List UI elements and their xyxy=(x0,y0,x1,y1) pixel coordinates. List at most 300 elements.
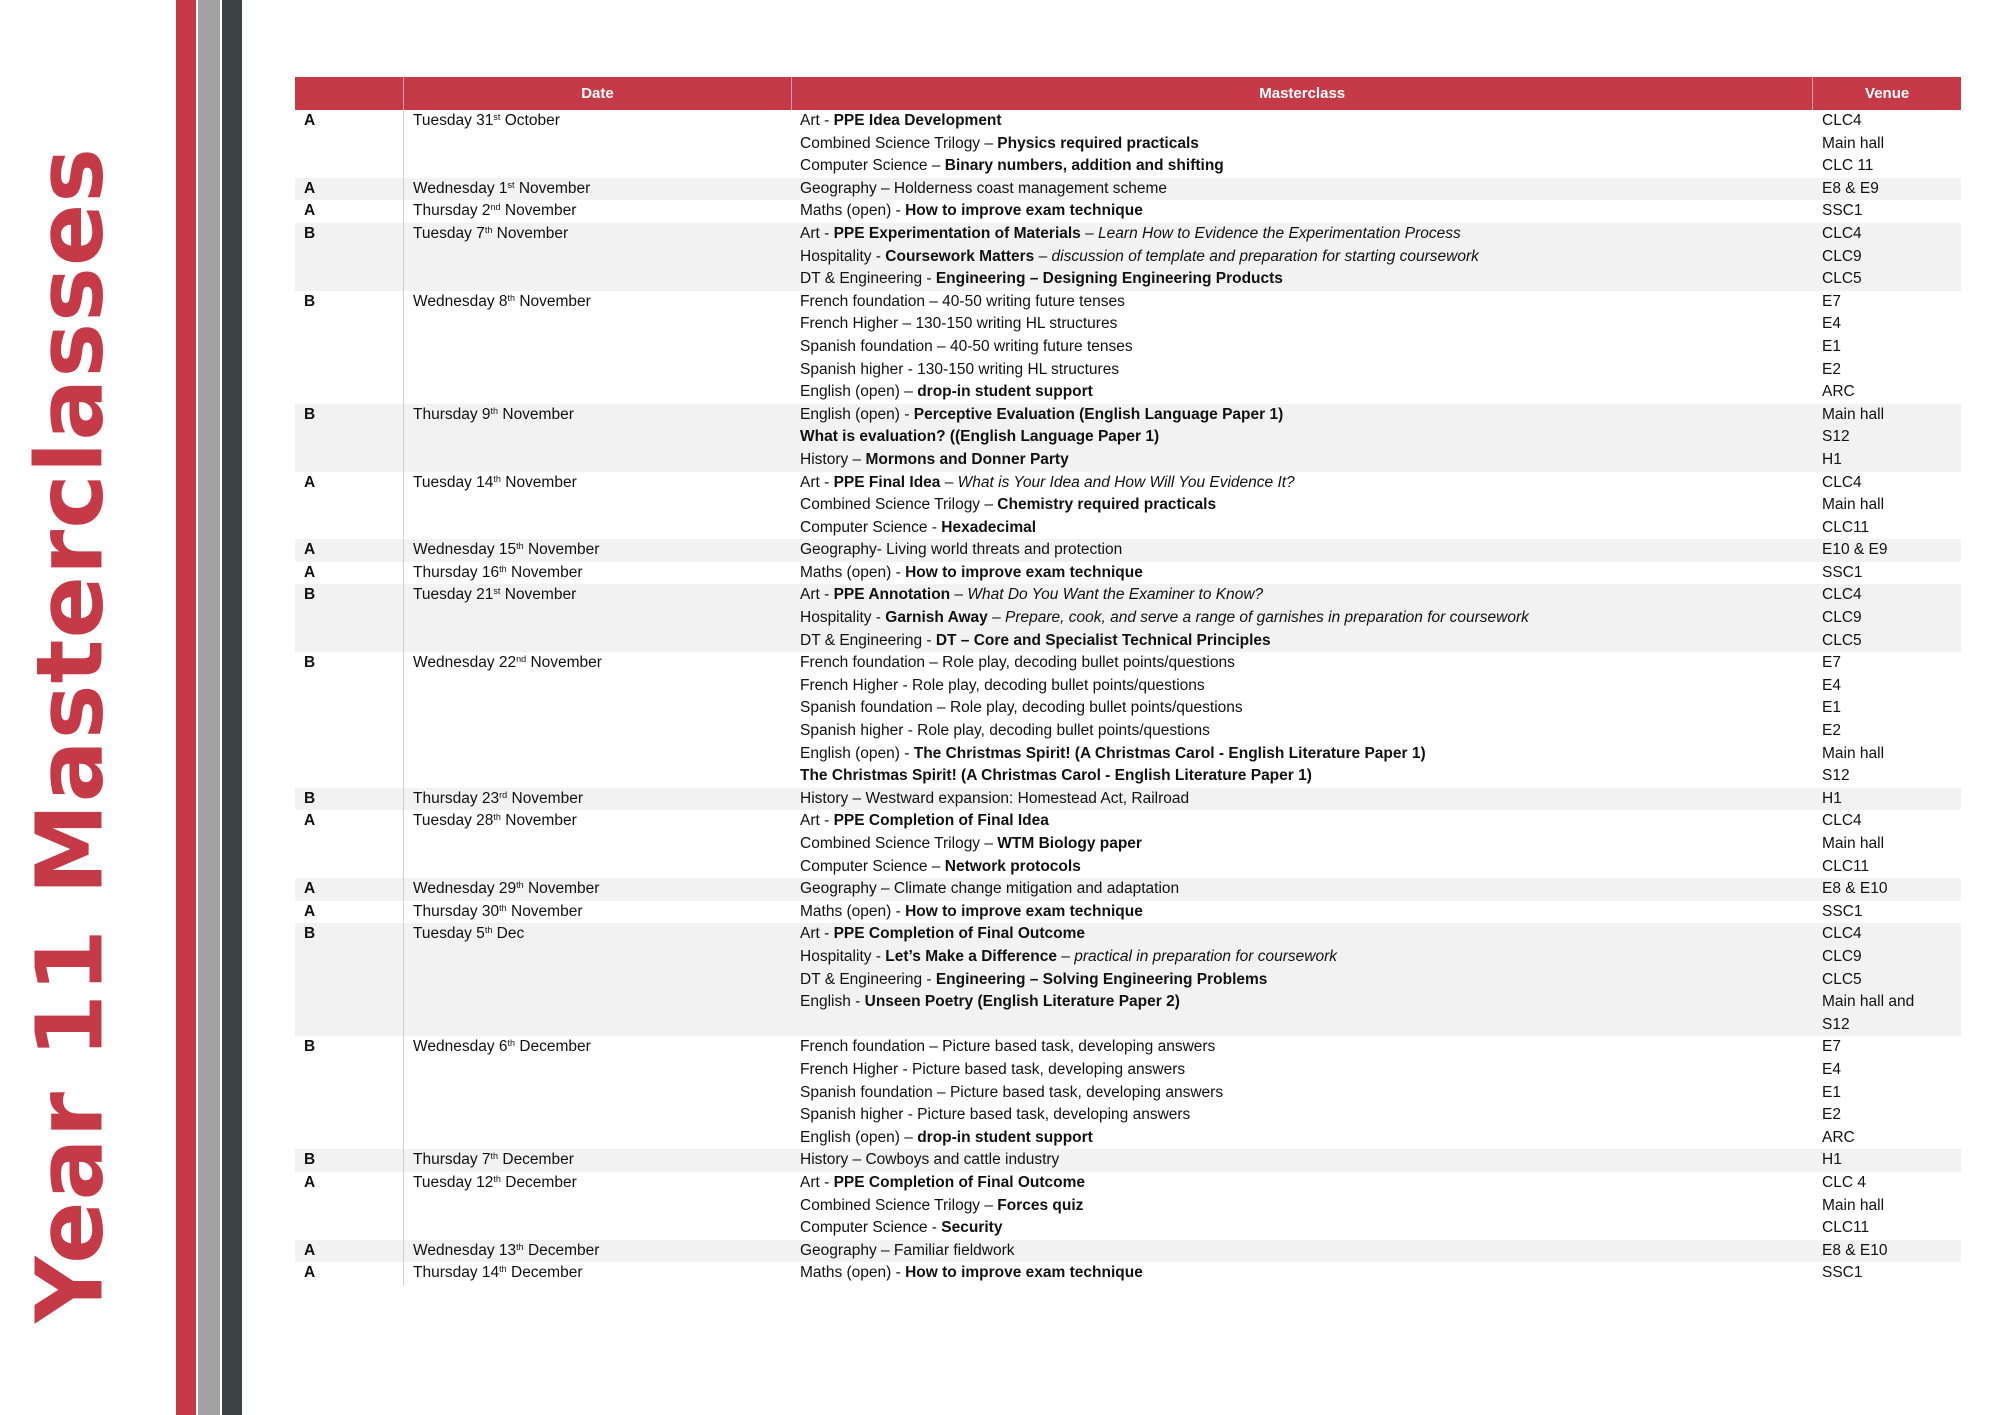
masterclass-text: Art - xyxy=(800,224,834,242)
venue-text: E1 xyxy=(1822,337,1841,355)
date-ordinal: th xyxy=(493,1173,501,1184)
venue-text: H1 xyxy=(1822,789,1842,807)
table-row xyxy=(295,810,1961,878)
masterclass-line xyxy=(800,1036,1813,1059)
decorative-stripe-dark xyxy=(222,0,242,1415)
venue-text: E7 xyxy=(1822,292,1841,310)
masterclass-text: English (open) – xyxy=(800,1128,918,1146)
date-cell xyxy=(403,1172,791,1240)
masterclass-cell xyxy=(791,878,1813,901)
week-cell: A xyxy=(304,541,316,559)
date-text: Tuesday 28 xyxy=(413,812,494,830)
masterclass-line xyxy=(800,562,1813,585)
masterclass-text: Prepare, cook, and serve a range of garnishes in preparation for coursework xyxy=(1005,609,1529,627)
venue-text: CLC9 xyxy=(1822,609,1862,627)
table-row xyxy=(295,901,1961,924)
masterclass-cell xyxy=(791,1149,1813,1172)
venue-cell xyxy=(1813,472,1961,540)
masterclass-text: DT & Engineering - xyxy=(800,970,936,988)
week-cell: B xyxy=(304,224,316,242)
masterclass-line xyxy=(800,969,1813,992)
masterclass-cell xyxy=(791,291,1813,404)
masterclass-text: PPE Final Idea xyxy=(833,473,941,491)
masterclass-text: PPE Completion of Final Outcome xyxy=(833,1173,1086,1191)
table-row xyxy=(295,923,1961,1036)
masterclass-text: Geography – Climate change mitigation and adaptation xyxy=(800,880,1180,898)
masterclass-cell xyxy=(791,223,1813,291)
venue-text: CLC11 xyxy=(1822,518,1870,536)
masterclass-text: Combined Science Trilogy – xyxy=(800,835,998,852)
masterclass-text: What is Your Idea and How Will You Evidence It? xyxy=(957,473,1295,491)
venue-cell xyxy=(1813,110,1961,178)
date-text: Wednesday 6 xyxy=(413,1038,508,1056)
masterclass-text: French foundation – Role play, decoding bullet points/questions xyxy=(800,654,1235,672)
venue-cell xyxy=(1813,810,1961,878)
masterclass-text: Network protocols xyxy=(944,857,1081,875)
date-text: Thursday 16 xyxy=(413,563,500,581)
date-month: November xyxy=(500,473,577,491)
date-cell xyxy=(403,810,791,878)
date-text: Thursday 23 xyxy=(413,789,500,807)
date-ordinal: th xyxy=(499,563,507,574)
masterclass-cell xyxy=(791,1240,1813,1263)
date-text: Tuesday 5 xyxy=(413,925,485,943)
venue-text: SSC1 xyxy=(1822,563,1863,581)
table-row xyxy=(295,1240,1961,1263)
masterclass-text: PPE Completion of Final Idea xyxy=(833,812,1049,830)
date-cell xyxy=(403,223,791,291)
week-cell: B xyxy=(304,1151,316,1169)
venue-cell xyxy=(1813,652,1961,788)
venue-text: E4 xyxy=(1822,315,1841,333)
date-cell xyxy=(403,562,791,585)
masterclass-line xyxy=(800,1014,1813,1037)
masterclass-cell xyxy=(791,178,1813,201)
date-text: Wednesday 29 xyxy=(413,880,517,898)
masterclass-text: Art - xyxy=(800,925,834,943)
venue-text: CLC4 xyxy=(1822,925,1862,943)
venue-cell xyxy=(1813,404,1961,472)
masterclass-text: Computer Science – xyxy=(800,157,945,175)
masterclass-text: Learn How to Evidence the Experimentation Process xyxy=(1098,224,1461,242)
venue-cell xyxy=(1813,291,1961,404)
masterclass-text: History – Westward expansion: Homestead Act, Railroad xyxy=(800,789,1190,807)
date-cell xyxy=(403,200,791,223)
masterclass-text: PPE Idea Development xyxy=(833,112,1002,129)
masterclass-text: Spanish higher - Picture based task, developing answers xyxy=(800,1106,1191,1124)
venue-text: Main hall xyxy=(1822,405,1885,423)
week-cell: B xyxy=(304,292,316,310)
date-ordinal: th xyxy=(516,880,524,891)
week-cell: B xyxy=(304,925,316,943)
masterclass-text: WTM Biology paper xyxy=(997,835,1142,852)
date-text: Tuesday 7 xyxy=(413,224,485,242)
masterclass-text: DT & Engineering - xyxy=(800,270,936,288)
venue-text: E4 xyxy=(1822,1060,1841,1078)
venue-text: E8 & E10 xyxy=(1822,880,1888,898)
venue-cell xyxy=(1813,562,1961,585)
masterclass-cell xyxy=(791,923,1813,1036)
masterclass-text: Art - xyxy=(800,473,834,491)
masterclass-text: Spanish foundation – 40-50 writing future tenses xyxy=(800,337,1133,355)
masterclass-cell xyxy=(791,810,1813,878)
venue-cell xyxy=(1813,1149,1961,1172)
week-cell: A xyxy=(304,202,316,220)
venue-text: CLC11 xyxy=(1822,857,1870,875)
table-row xyxy=(295,652,1961,788)
masterclass-line xyxy=(800,946,1813,969)
date-ordinal: th xyxy=(493,812,501,823)
venue-cell xyxy=(1813,178,1961,201)
header-week xyxy=(295,77,403,110)
venue-cell xyxy=(1813,539,1961,562)
venue-text: SSC1 xyxy=(1822,902,1863,920)
masterclass-text: What Do You Want the Examiner to Know? xyxy=(967,586,1264,604)
venue-cell xyxy=(1813,1172,1961,1240)
date-ordinal: nd xyxy=(516,654,527,665)
masterclass-text: What is evaluation? ((English Language Paper 1) xyxy=(800,428,1160,446)
masterclass-line xyxy=(800,359,1813,382)
venue-text: Main hall and xyxy=(1822,993,1915,1011)
venue-text: Main hall xyxy=(1822,744,1885,762)
date-ordinal: th xyxy=(484,224,493,235)
masterclass-cell xyxy=(791,901,1813,924)
date-month: November xyxy=(515,292,591,310)
masterclass-line xyxy=(800,200,1813,223)
venue-text: CLC4 xyxy=(1822,812,1862,830)
masterclass-text: Spanish foundation – Role play, decoding bullet points/questions xyxy=(800,699,1243,717)
masterclass-line xyxy=(800,539,1813,562)
masterclass-cell xyxy=(791,110,1813,178)
masterclass-text: Garnish Away xyxy=(885,609,988,627)
table-row xyxy=(295,539,1961,562)
masterclass-text: Chemistry required practicals xyxy=(997,496,1217,514)
masterclass-line xyxy=(800,268,1813,291)
header-masterclass: Masterclass xyxy=(791,77,1812,110)
masterclass-line xyxy=(800,449,1813,472)
masterclass-text: English - xyxy=(800,993,865,1011)
venue-text: CLC4 xyxy=(1822,586,1862,604)
date-ordinal: rd xyxy=(499,789,508,800)
date-ordinal: th xyxy=(507,292,516,303)
masterclass-text: English (open) - xyxy=(800,405,914,423)
masterclass-text: Hospitality - xyxy=(800,609,886,627)
venue-cell xyxy=(1813,1036,1961,1149)
header-venue: Venue xyxy=(1812,77,1961,110)
table-row xyxy=(295,200,1961,223)
venue-cell xyxy=(1813,584,1961,652)
masterclass-line xyxy=(800,1217,1813,1240)
masterclass-text: French Higher - Picture based task, developing answers xyxy=(800,1060,1186,1078)
venue-text: CLC5 xyxy=(1822,970,1862,988)
venue-text: CLC4 xyxy=(1822,224,1862,242)
masterclass-line xyxy=(800,630,1813,653)
date-text: Wednesday 13 xyxy=(413,1241,517,1259)
date-ordinal: th xyxy=(484,925,493,936)
masterclass-text: French Higher – 130-150 writing HL structures xyxy=(800,315,1118,333)
masterclass-text: Combined Science Trilogy – xyxy=(800,134,998,152)
venue-text: Main hall xyxy=(1822,1196,1885,1214)
date-cell xyxy=(403,652,791,788)
venue-text: S12 xyxy=(1822,1015,1850,1033)
masterclass-text: Maths (open) - xyxy=(800,1264,906,1282)
venue-text: CLC9 xyxy=(1822,947,1862,965)
date-month: November xyxy=(526,654,602,672)
date-text: Wednesday 1 xyxy=(413,179,508,197)
date-ordinal: th xyxy=(516,1241,524,1252)
venue-cell xyxy=(1813,223,1961,291)
venue-text: CLC9 xyxy=(1822,247,1862,265)
date-ordinal: th xyxy=(499,1264,507,1275)
masterclass-line xyxy=(800,652,1813,675)
masterclass-line xyxy=(800,765,1813,788)
date-month: November xyxy=(492,224,569,242)
date-month: November xyxy=(514,179,591,197)
masterclass-text: Art - xyxy=(800,112,834,129)
masterclass-text: PPE Annotation xyxy=(833,586,951,604)
date-month: November xyxy=(500,202,577,220)
venue-cell xyxy=(1813,200,1961,223)
table-row xyxy=(295,878,1961,901)
masterclass-line xyxy=(800,517,1813,540)
week-cell: A xyxy=(304,473,316,491)
masterclass-text: Binary numbers, addition and shifting xyxy=(944,157,1224,175)
date-cell xyxy=(403,584,791,652)
venue-text: E2 xyxy=(1822,360,1841,378)
venue-cell xyxy=(1813,1262,1961,1285)
date-text: Thursday 14 xyxy=(413,1264,500,1282)
date-month: November xyxy=(523,880,600,898)
masterclass-text: – xyxy=(1057,947,1075,965)
date-cell xyxy=(403,923,791,1036)
date-text: Tuesday 14 xyxy=(413,473,494,491)
masterclass-line xyxy=(800,675,1813,698)
week-cell: B xyxy=(304,654,316,672)
masterclass-line xyxy=(800,178,1813,201)
week-cell: B xyxy=(304,405,316,423)
date-cell xyxy=(403,1240,791,1263)
masterclass-text: – xyxy=(987,609,1006,627)
masterclass-text: Spanish higher - 130-150 writing HL structures xyxy=(800,360,1120,378)
masterclass-line xyxy=(800,1262,1813,1285)
week-cell: A xyxy=(304,812,316,830)
masterclass-cell xyxy=(791,788,1813,811)
venue-text: CLC4 xyxy=(1822,473,1862,491)
masterclass-line xyxy=(800,155,1813,178)
table-row xyxy=(295,178,1961,201)
masterclass-cell xyxy=(791,404,1813,472)
masterclass-text: Engineering – Designing Engineering Products xyxy=(935,270,1283,288)
masterclass-text: Geography – Holderness coast management scheme xyxy=(800,179,1168,197)
date-ordinal: th xyxy=(490,405,499,416)
masterclass-line xyxy=(800,923,1813,946)
masterclass-cell xyxy=(791,539,1813,562)
masterclass-line xyxy=(800,720,1813,743)
date-text: Wednesday 15 xyxy=(413,541,517,559)
venue-text: S12 xyxy=(1822,428,1850,446)
date-cell xyxy=(403,110,791,178)
week-cell: A xyxy=(304,1241,316,1259)
date-month: December xyxy=(498,1151,574,1169)
venue-text: Main hall xyxy=(1822,835,1885,852)
venue-text: CLC5 xyxy=(1822,270,1862,288)
date-text: Thursday 2 xyxy=(413,202,491,220)
masterclass-text: Maths (open) - xyxy=(800,902,906,920)
date-ordinal: nd xyxy=(490,202,501,213)
masterclass-line xyxy=(800,697,1813,720)
masterclass-line xyxy=(800,336,1813,359)
venue-text: SSC1 xyxy=(1822,1264,1863,1282)
masterclass-line xyxy=(800,584,1813,607)
date-cell xyxy=(403,539,791,562)
date-month: October xyxy=(500,112,560,129)
table-row xyxy=(295,110,1961,178)
masterclass-text: – xyxy=(1034,247,1052,265)
venue-text: E10 & E9 xyxy=(1822,541,1888,559)
venue-text: CLC11 xyxy=(1822,1219,1870,1237)
date-text: Thursday 9 xyxy=(413,405,491,423)
venue-cell xyxy=(1813,901,1961,924)
masterclass-text: Perceptive Evaluation (English Language Paper 1) xyxy=(913,405,1284,423)
masterclass-text: Art - xyxy=(800,812,834,830)
date-ordinal: th xyxy=(493,473,501,484)
week-cell: A xyxy=(304,1173,316,1191)
masterclass-line xyxy=(800,1195,1813,1218)
date-cell xyxy=(403,404,791,472)
masterclass-line xyxy=(800,991,1813,1014)
masterclass-text: How to improve exam technique xyxy=(905,902,1143,920)
masterclass-text: Maths (open) - xyxy=(800,202,906,220)
week-cell: A xyxy=(304,880,316,898)
table-row xyxy=(295,584,1961,652)
week-cell: A xyxy=(304,1264,316,1282)
date-ordinal: th xyxy=(507,1038,516,1049)
venue-text: S12 xyxy=(1822,767,1850,785)
date-ordinal: st xyxy=(493,112,501,122)
venue-text: Main hall xyxy=(1822,496,1885,514)
masterclass-text: English (open) – xyxy=(800,383,918,401)
masterclass-text: practical in preparation for coursework xyxy=(1074,947,1337,965)
masterclass-text: Geography- Living world threats and protection xyxy=(800,541,1123,559)
week-cell: A xyxy=(304,563,316,581)
venue-cell xyxy=(1813,1240,1961,1263)
masterclass-line xyxy=(800,133,1813,156)
masterclass-text: Spanish foundation – Picture based task, developing answers xyxy=(800,1083,1224,1101)
date-cell xyxy=(403,1262,791,1285)
week-cell: A xyxy=(304,902,316,920)
date-month: December xyxy=(500,1173,577,1191)
week-cell: A xyxy=(304,112,316,129)
date-month: November xyxy=(506,902,583,920)
masterclass-cell xyxy=(791,1172,1813,1240)
date-text: Tuesday 12 xyxy=(413,1173,494,1191)
masterclass-line xyxy=(800,381,1813,404)
masterclass-text: Computer Science – xyxy=(800,857,945,875)
masterclass-text: discussion of template and preparation for starting coursework xyxy=(1051,247,1479,265)
date-text: Wednesday 8 xyxy=(413,292,508,310)
masterclass-table xyxy=(295,77,1961,1285)
date-cell xyxy=(403,291,791,404)
masterclass-text: French foundation – Picture based task, developing answers xyxy=(800,1038,1216,1056)
masterclass-line xyxy=(800,856,1813,879)
decorative-stripe-grey xyxy=(198,0,220,1415)
masterclass-line xyxy=(800,1082,1813,1105)
date-cell xyxy=(403,472,791,540)
venue-text: E4 xyxy=(1822,676,1841,694)
masterclass-cell xyxy=(791,584,1813,652)
venue-text: E7 xyxy=(1822,1038,1841,1056)
venue-cell xyxy=(1813,878,1961,901)
masterclass-text: Engineering – Solving Engineering Problems xyxy=(935,970,1268,988)
masterclass-text: Unseen Poetry (English Literature Paper 2) xyxy=(864,993,1180,1011)
masterclass-line xyxy=(800,291,1813,314)
table-body xyxy=(295,110,1961,1285)
masterclass-text: – xyxy=(950,586,968,604)
masterclass-line xyxy=(800,494,1813,517)
date-month: November xyxy=(506,563,583,581)
masterclass-cell xyxy=(791,472,1813,540)
date-month: Dec xyxy=(492,925,525,943)
masterclass-text: PPE Completion of Final Outcome xyxy=(833,925,1086,943)
masterclass-line xyxy=(800,607,1813,630)
page-title: Year 11 Masterclasses xyxy=(16,146,124,1324)
table-row xyxy=(295,1172,1961,1240)
date-month: November xyxy=(523,541,600,559)
masterclass-line xyxy=(800,1059,1813,1082)
venue-text: CLC5 xyxy=(1822,631,1862,649)
date-cell xyxy=(403,1036,791,1149)
date-month: November xyxy=(507,789,583,807)
masterclass-text: How to improve exam technique xyxy=(905,563,1143,581)
masterclass-line xyxy=(800,810,1813,833)
table-header xyxy=(295,77,1961,110)
masterclass-text: DT – Core and Specialist Technical Principles xyxy=(935,631,1271,649)
masterclass-text: Hexadecimal xyxy=(941,518,1037,536)
venue-text: E7 xyxy=(1822,654,1841,672)
masterclass-text: Art - xyxy=(800,586,834,604)
masterclass-line xyxy=(800,743,1813,766)
masterclass-text: French foundation – 40-50 writing future tenses xyxy=(800,292,1125,310)
masterclass-text: History – xyxy=(800,450,866,468)
date-ordinal: th xyxy=(516,541,524,552)
masterclass-line xyxy=(800,833,1813,856)
masterclass-text: French Higher - Role play, decoding bullet points/questions xyxy=(800,676,1205,694)
masterclass-line xyxy=(800,472,1813,495)
masterclass-text: Hospitality - xyxy=(800,247,886,265)
venue-text: E1 xyxy=(1822,699,1841,717)
date-month: December xyxy=(523,1241,600,1259)
venue-text: CLC4 xyxy=(1822,112,1862,129)
masterclass-text: Security xyxy=(941,1219,1003,1237)
venue-text: CLC 11 xyxy=(1822,157,1874,175)
masterclass-text: Combined Science Trilogy – xyxy=(800,496,998,514)
week-cell: A xyxy=(304,179,316,197)
masterclass-text: – xyxy=(1080,224,1099,242)
masterclass-text: – xyxy=(940,473,958,491)
venue-text: SSC1 xyxy=(1822,202,1863,220)
venue-text: E2 xyxy=(1822,722,1841,740)
masterclass-cell xyxy=(791,562,1813,585)
masterclass-text: Coursework Matters xyxy=(885,247,1035,265)
masterclass-text: drop-in student support xyxy=(917,383,1093,401)
masterclass-line xyxy=(800,1127,1813,1150)
week-cell: B xyxy=(304,1038,316,1056)
venue-cell xyxy=(1813,788,1961,811)
header-date: Date xyxy=(403,77,791,110)
masterclass-line xyxy=(800,246,1813,269)
masterclass-text: How to improve exam technique xyxy=(905,1264,1143,1282)
masterclass-text: Let’s Make a Difference xyxy=(885,947,1057,965)
